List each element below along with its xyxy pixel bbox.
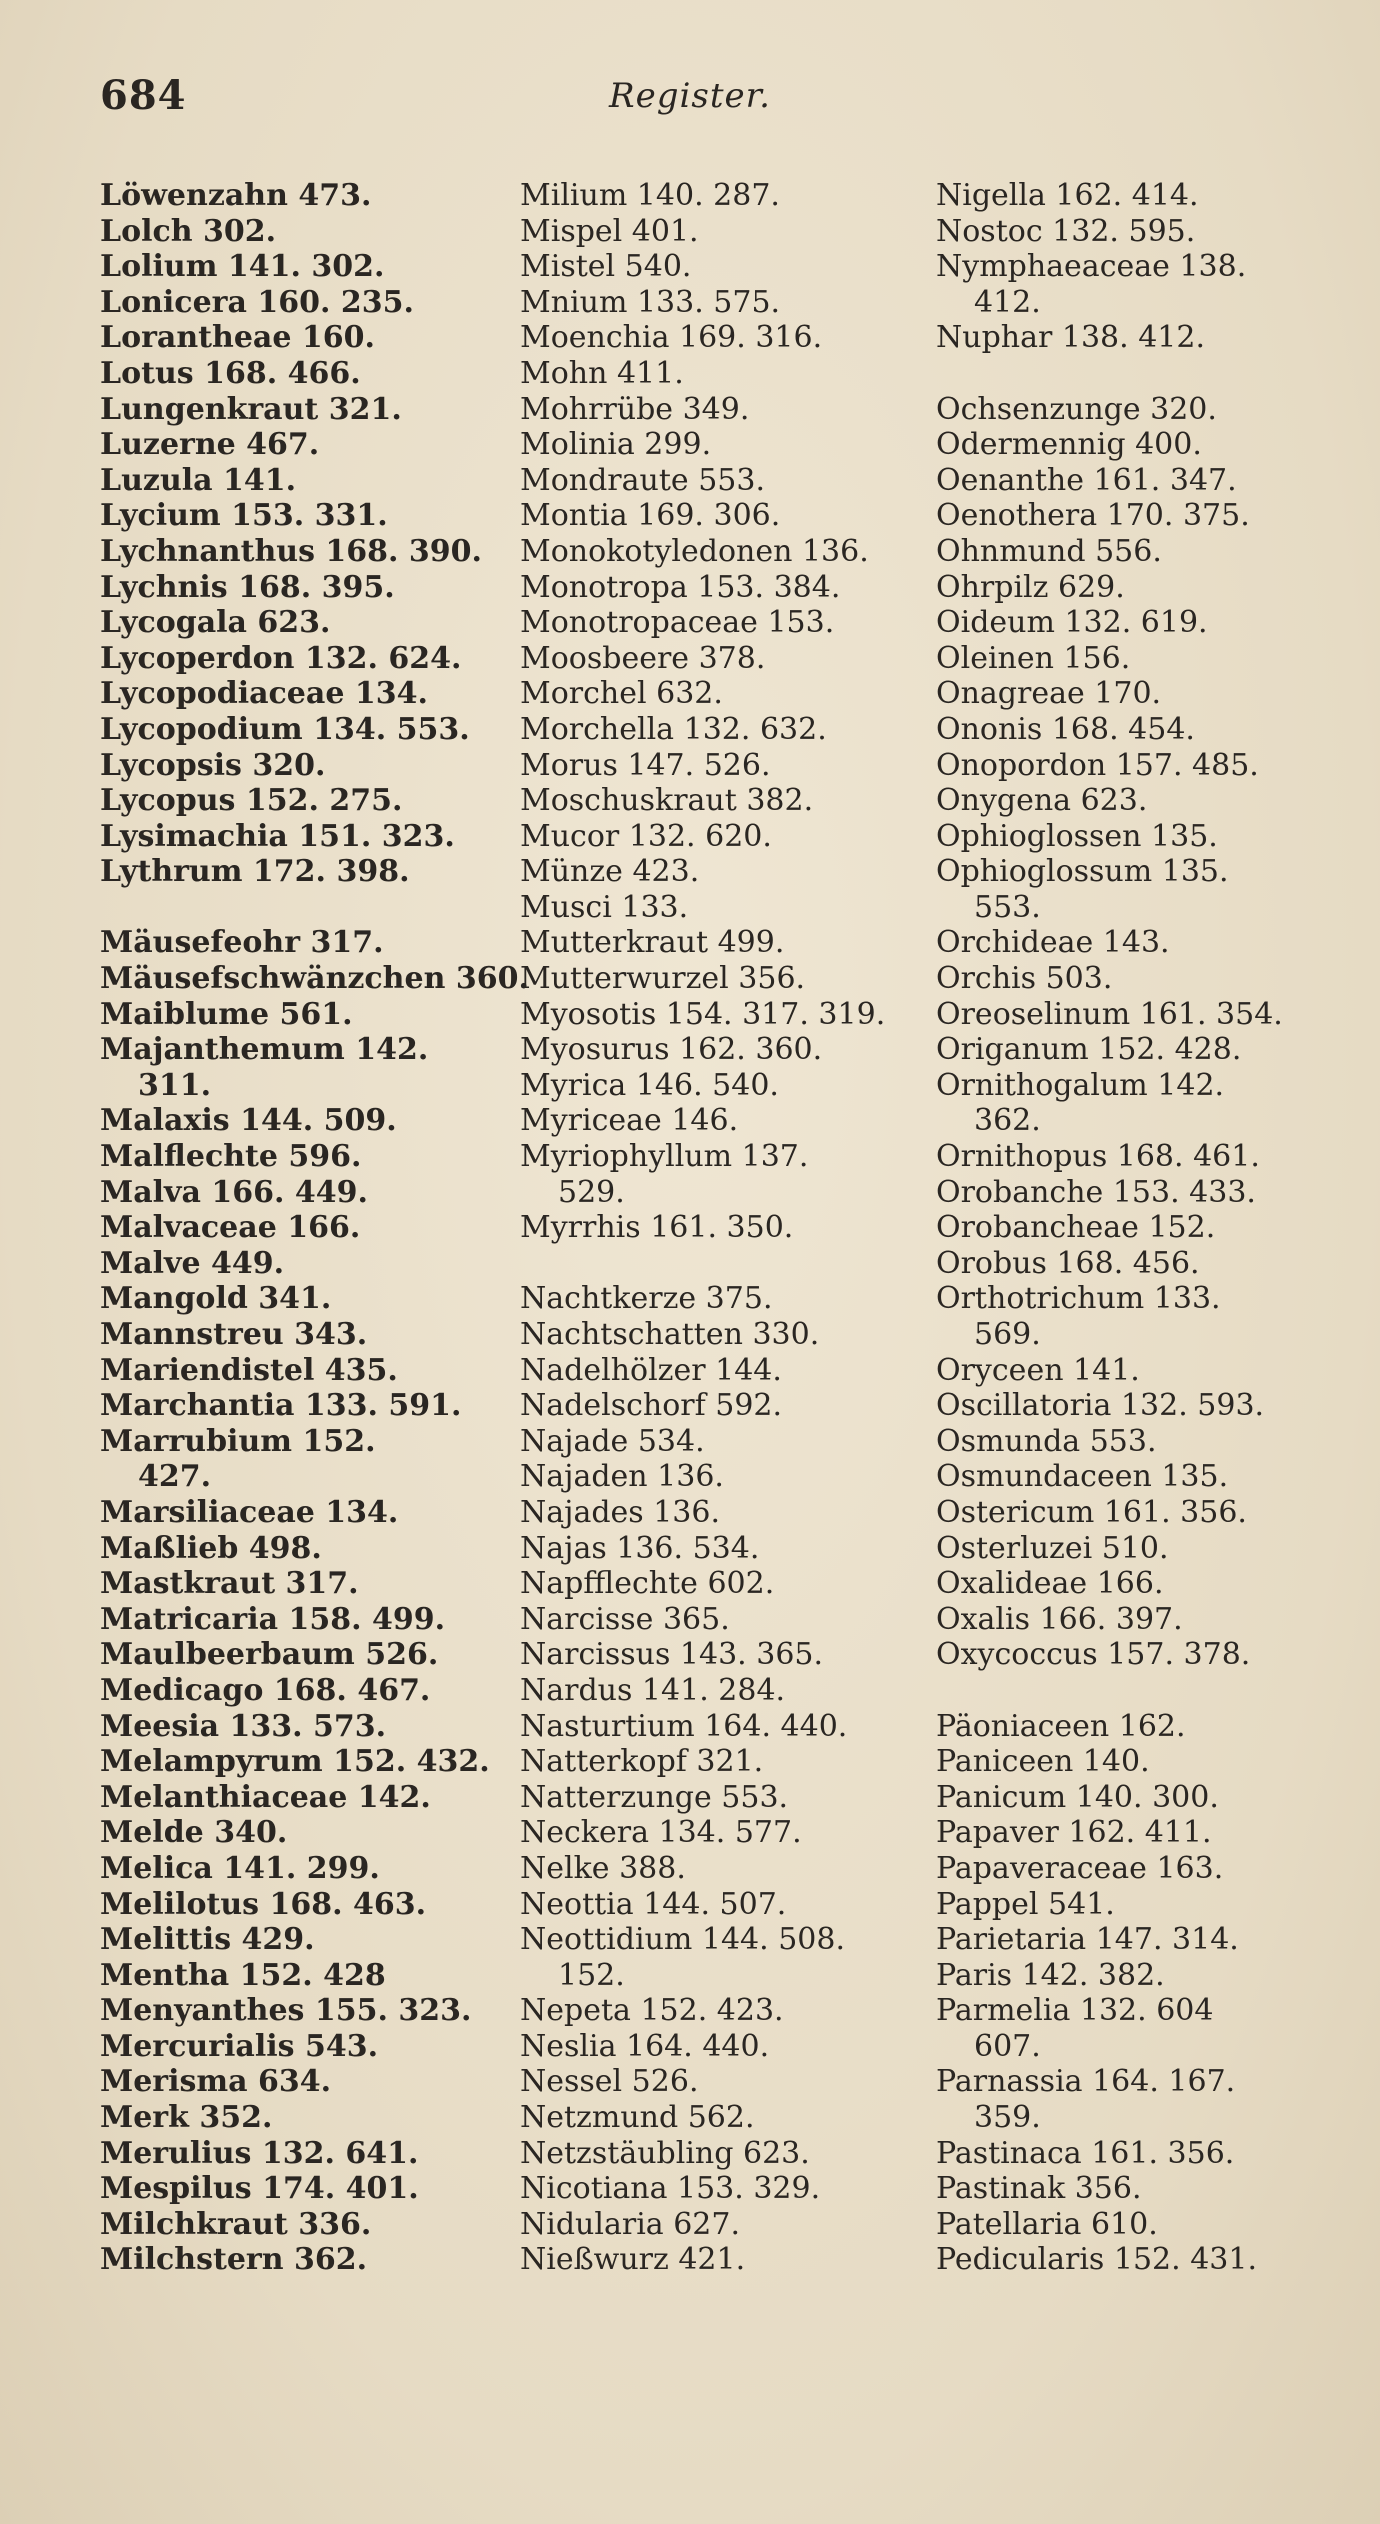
index-entry: Päoniaceen 162.	[936, 1708, 1186, 1744]
index-entry: Natterkopf 321.	[520, 1744, 764, 1780]
index-entry: Ornithogalum 142.	[936, 1067, 1225, 1103]
index-entry: Malva 166. 449.	[100, 1174, 368, 1210]
index-entry: Lycopodiaceae 134.	[100, 676, 428, 712]
index-entry: Luzula 141.	[100, 462, 297, 498]
index-entry-continuation: 152.	[558, 1957, 625, 1993]
index-entry: Malvaceae 166.	[100, 1210, 361, 1246]
index-entry: Nelke 388.	[520, 1850, 686, 1886]
index-entry: Nessel 526.	[520, 2064, 699, 2100]
index-entry-continuation: 427.	[138, 1459, 212, 1495]
index-entry: Moosbeere 378.	[520, 640, 766, 676]
index-entry: Oideum 132. 619.	[936, 605, 1208, 641]
index-entry: Nadelhölzer 144.	[520, 1352, 782, 1388]
index-entry: Neckera 134. 577.	[520, 1815, 802, 1851]
index-entry: Natterzunge 553.	[520, 1779, 789, 1815]
index-entry: Neslia 164. 440.	[520, 2028, 770, 2064]
index-entry: Pastinak 356.	[936, 2171, 1142, 2207]
index-entry: Mannstreu 343.	[100, 1317, 368, 1352]
index-entry: Paris 142. 382.	[936, 1957, 1165, 1993]
index-entry: Menyanthes 155. 323.	[100, 1993, 472, 2029]
index-entry: Nymphaeaceae 138.	[936, 249, 1247, 285]
section-gap	[936, 356, 1356, 392]
index-entry: Medicago 168. 467.	[100, 1672, 431, 1708]
index-entry: Moenchia 169. 316.	[520, 320, 823, 356]
index-entry: Nidularia 627.	[520, 2206, 741, 2242]
index-entry: Papaveraceae 163.	[936, 1850, 1224, 1886]
index-entry: Mistel 540.	[520, 249, 692, 285]
index-entry: Onopordon 157. 485.	[936, 747, 1259, 783]
index-entry: Melittis 429.	[100, 1922, 315, 1958]
index-entry: Parmelia 132. 604	[936, 1993, 1214, 2029]
index-entry: Orobancheae 152.	[936, 1210, 1216, 1246]
index-entry: Orobanche 153. 433.	[936, 1174, 1256, 1210]
index-entry: Nadelschorf 592.	[520, 1388, 783, 1424]
index-entry: Milchkraut 336.	[100, 2206, 372, 2242]
index-entry: Ohrpilz 629.	[936, 569, 1125, 605]
index-entry: Monotropa 153. 384.	[520, 569, 841, 605]
index-entry: Orchideae 143.	[936, 925, 1170, 961]
index-entry: Papaver 162. 411.	[936, 1815, 1212, 1851]
index-column-2	[520, 178, 920, 2278]
index-entry: Ornithopus 168. 461.	[936, 1139, 1260, 1175]
index-entry: Musci 133.	[520, 889, 689, 925]
index-entry: Oenothera 170. 375.	[936, 498, 1250, 534]
index-entry: Monotropaceae 153.	[520, 605, 835, 641]
index-entry: Origanum 152. 428.	[936, 1032, 1242, 1068]
index-entry: Mutterwurzel 356.	[520, 961, 806, 997]
index-entry: Parietaria 147. 314.	[936, 1922, 1239, 1958]
index-entry: Oryceen 141.	[936, 1352, 1140, 1388]
index-entry: Lycopodium 134. 553.	[100, 711, 470, 747]
index-entry: Milium 140. 287.	[520, 178, 780, 213]
index-entry: Luzerne 467.	[100, 427, 320, 463]
index-entry: Lorantheae 160.	[100, 320, 375, 356]
index-entry: Melilotus 168. 463.	[100, 1886, 427, 1922]
index-entry: Onagreae 170.	[936, 676, 1162, 712]
running-title: Register.	[609, 76, 771, 116]
index-entry: Mercurialis 543.	[100, 2028, 379, 2064]
index-entry: Mangold 341.	[100, 1281, 332, 1317]
index-entry: Oxalis 166. 397.	[936, 1601, 1183, 1637]
index-entry: Milchstern 362.	[100, 2242, 368, 2278]
index-entry: Lonicera 160. 235.	[100, 284, 414, 320]
index-entry: Mäusefeohr 317.	[100, 925, 384, 961]
index-entry: Lysimachia 151. 323.	[100, 818, 455, 854]
index-entry-continuation: 412.	[974, 284, 1041, 320]
index-entry: Malaxis 144. 509.	[100, 1103, 397, 1139]
index-entry: Merulius 132. 641.	[100, 2135, 419, 2171]
section-gap	[936, 1673, 1356, 1709]
index-entry: Lungenkraut 321.	[100, 391, 402, 427]
index-entry: Najade 534.	[520, 1423, 705, 1459]
index-entry-continuation: 311.	[138, 1067, 212, 1103]
index-entry: Ononis 168. 454.	[936, 711, 1195, 747]
index-entry: Neottia 144. 507.	[520, 1886, 787, 1922]
index-entry: Lycopsis 320.	[100, 747, 326, 783]
index-entry: Oscillatoria 132. 593.	[936, 1388, 1265, 1424]
index-entry: Parnassia 164. 167.	[936, 2064, 1236, 2100]
index-entry: Mespilus 174. 401.	[100, 2171, 419, 2207]
index-entry: Najades 136.	[520, 1494, 721, 1530]
index-entry: Myrrhis 161. 350.	[520, 1210, 794, 1246]
section-gap	[100, 890, 500, 926]
index-entry: Orobus 168. 456.	[936, 1245, 1200, 1281]
index-entry: Oenanthe 161. 347.	[936, 462, 1237, 498]
index-entry: Mispel 401.	[520, 213, 699, 249]
index-entry: Osterluzei 510.	[936, 1530, 1169, 1566]
index-entry: Narcissus 143. 365.	[520, 1637, 824, 1673]
index-entry: Löwenzahn 473.	[100, 178, 372, 213]
index-entry: Oxycoccus 157. 378.	[936, 1637, 1251, 1673]
index-entry: Merisma 634.	[100, 2064, 332, 2100]
index-entry: Oleinen 156.	[936, 640, 1131, 676]
index-entry: Marrubium 152.	[100, 1423, 376, 1459]
index-entry: Myosotis 154. 317. 319.	[520, 996, 886, 1032]
index-entry: Mondraute 553.	[520, 462, 765, 498]
index-entry: Mäusefschwänzchen 360.	[100, 961, 529, 997]
index-entry: Pappel 541.	[936, 1886, 1115, 1922]
index-entry: Paniceen 140.	[936, 1744, 1150, 1780]
page-number: 684	[100, 72, 187, 119]
index-entry: Mohn 411.	[520, 355, 684, 391]
index-entry: Melanthiaceae 142.	[100, 1779, 431, 1815]
index-entry: Morus 147. 526.	[520, 747, 771, 783]
index-entry: Napfflechte 602.	[520, 1566, 775, 1602]
index-entry: Mastkraut 317.	[100, 1566, 359, 1602]
index-entry: Ophioglossum 135.	[936, 854, 1229, 890]
index-entry: Mucor 132. 620.	[520, 818, 772, 854]
index-entry: Netzstäubling 623.	[520, 2135, 810, 2171]
index-entry: Nießwurz 421.	[520, 2242, 746, 2278]
index-entry: Lycium 153. 331.	[100, 498, 388, 534]
index-entry: Lolch 302.	[100, 213, 277, 249]
index-entry: Lychnanthus 168. 390.	[100, 533, 482, 569]
index-entry: Melde 340.	[100, 1815, 288, 1851]
index-entry: Oreoselinum 161. 354.	[936, 996, 1283, 1032]
index-entry: Nostoc 132. 595.	[936, 213, 1196, 249]
index-entry: Lycopus 152. 275.	[100, 783, 403, 819]
index-entry: Merk 352.	[100, 2100, 273, 2136]
index-entry: Molinia 299.	[520, 427, 712, 463]
index-entry: Mnium 133. 575.	[520, 284, 781, 320]
index-entry: Mohrrübe 349.	[520, 391, 750, 427]
index-entry: Nigella 162. 414.	[936, 178, 1199, 213]
index-entry: Lycoperdon 132. 624.	[100, 640, 462, 676]
index-entry: Ostericum 161. 356.	[936, 1494, 1247, 1530]
index-entry: Montia 169. 306.	[520, 498, 781, 534]
index-entry: Ohnmund 556.	[936, 533, 1162, 569]
index-entry: Maßlieb 498.	[100, 1530, 322, 1566]
index-entry: Netzmund 562.	[520, 2100, 755, 2136]
index-entry-continuation: 529.	[558, 1174, 625, 1210]
index-column-1	[100, 178, 529, 2278]
index-entry: Nachtkerze 375.	[520, 1281, 773, 1317]
index-entry: Odermennig 400.	[936, 427, 1202, 463]
index-entry: Patellaria 610.	[936, 2206, 1158, 2242]
index-entry: Onygena 623.	[936, 783, 1148, 819]
index-entry: Myrica 146. 540.	[520, 1067, 779, 1103]
index-entry: Melampyrum 152. 432.	[100, 1744, 490, 1780]
index-entry: Lythrum 172. 398.	[100, 854, 410, 890]
section-gap	[520, 1246, 920, 1282]
index-column-3	[936, 178, 1356, 2278]
index-entry: Narcisse 365.	[520, 1601, 730, 1637]
index-entry: Nepeta 152. 423.	[520, 1993, 784, 2029]
index-entry: Nardus 141. 284.	[520, 1672, 786, 1708]
index-entry-continuation: 569.	[974, 1317, 1041, 1352]
index-entry: Melica 141. 299.	[100, 1850, 380, 1886]
index-entry: Oxalideae 166.	[936, 1566, 1164, 1602]
index-entry: Nuphar 138. 412.	[936, 320, 1205, 356]
index-entry: Münze 423.	[520, 854, 700, 890]
index-entry: Morchella 132. 632.	[520, 711, 827, 747]
index-entry: Maiblume 561.	[100, 996, 353, 1032]
index-entry: Panicum 140. 300.	[936, 1779, 1219, 1815]
index-entry-continuation: 607.	[974, 2028, 1041, 2064]
index-entry: Marchantia 133. 591.	[100, 1388, 462, 1424]
index-entry-continuation: 553.	[974, 889, 1041, 925]
index-entry: Nasturtium 164. 440.	[520, 1708, 848, 1744]
index-entry: Osmunda 553.	[936, 1423, 1157, 1459]
index-entry: Nicotiana 153. 329.	[520, 2171, 821, 2207]
index-entry: Malve 449.	[100, 1245, 285, 1281]
index-entry: Nachtschatten 330.	[520, 1317, 820, 1352]
index-entry: Monokotyledonen 136.	[520, 533, 869, 569]
index-entry: Pastinaca 161. 356.	[936, 2135, 1235, 2171]
index-entry: Pedicularis 152. 431.	[936, 2242, 1257, 2278]
index-entry: Lychnis 168. 395.	[100, 569, 395, 605]
index-entry: Mariendistel 435.	[100, 1352, 398, 1388]
index-entry: Marsiliaceae 134.	[100, 1494, 399, 1530]
index-entry: Meesia 133. 573.	[100, 1708, 387, 1744]
index-entry: Lolium 141. 302.	[100, 249, 385, 285]
index-entry-continuation: 359.	[974, 2100, 1041, 2136]
index-entry: Najaden 136.	[520, 1459, 724, 1495]
index-entry: Myosurus 162. 360.	[520, 1032, 823, 1068]
index-entry: Lotus 168. 466.	[100, 355, 361, 391]
index-entry: Matricaria 158. 499.	[100, 1601, 446, 1637]
index-entry: Mutterkraut 499.	[520, 925, 785, 961]
index-entry: Mentha 152. 428	[100, 1957, 386, 1993]
index-entry: Najas 136. 534.	[520, 1530, 760, 1566]
index-entry: Myriophyllum 137.	[520, 1139, 809, 1175]
index-entry: Lycogala 623.	[100, 605, 331, 641]
index-entry: Morchel 632.	[520, 676, 723, 712]
index-entry: Moschuskraut 382.	[520, 783, 814, 819]
index-entry: Maulbeerbaum 526.	[100, 1637, 439, 1673]
index-entry: Osmundaceen 135.	[936, 1459, 1229, 1495]
index-entry: Malflechte 596.	[100, 1139, 362, 1175]
index-entry: Orthotrichum 133.	[936, 1281, 1221, 1317]
page-header	[100, 72, 1280, 132]
index-entry-continuation: 362.	[974, 1103, 1041, 1139]
index-entry: Majanthemum 142.	[100, 1032, 429, 1068]
index-entry: Neottidium 144. 508.	[520, 1922, 846, 1958]
index-entry: Ophioglossen 135.	[936, 818, 1218, 854]
index-entry: Myriceae 146.	[520, 1103, 739, 1139]
index-entry: Orchis 503.	[936, 961, 1113, 997]
index-entry: Ochsenzunge 320.	[936, 391, 1217, 427]
